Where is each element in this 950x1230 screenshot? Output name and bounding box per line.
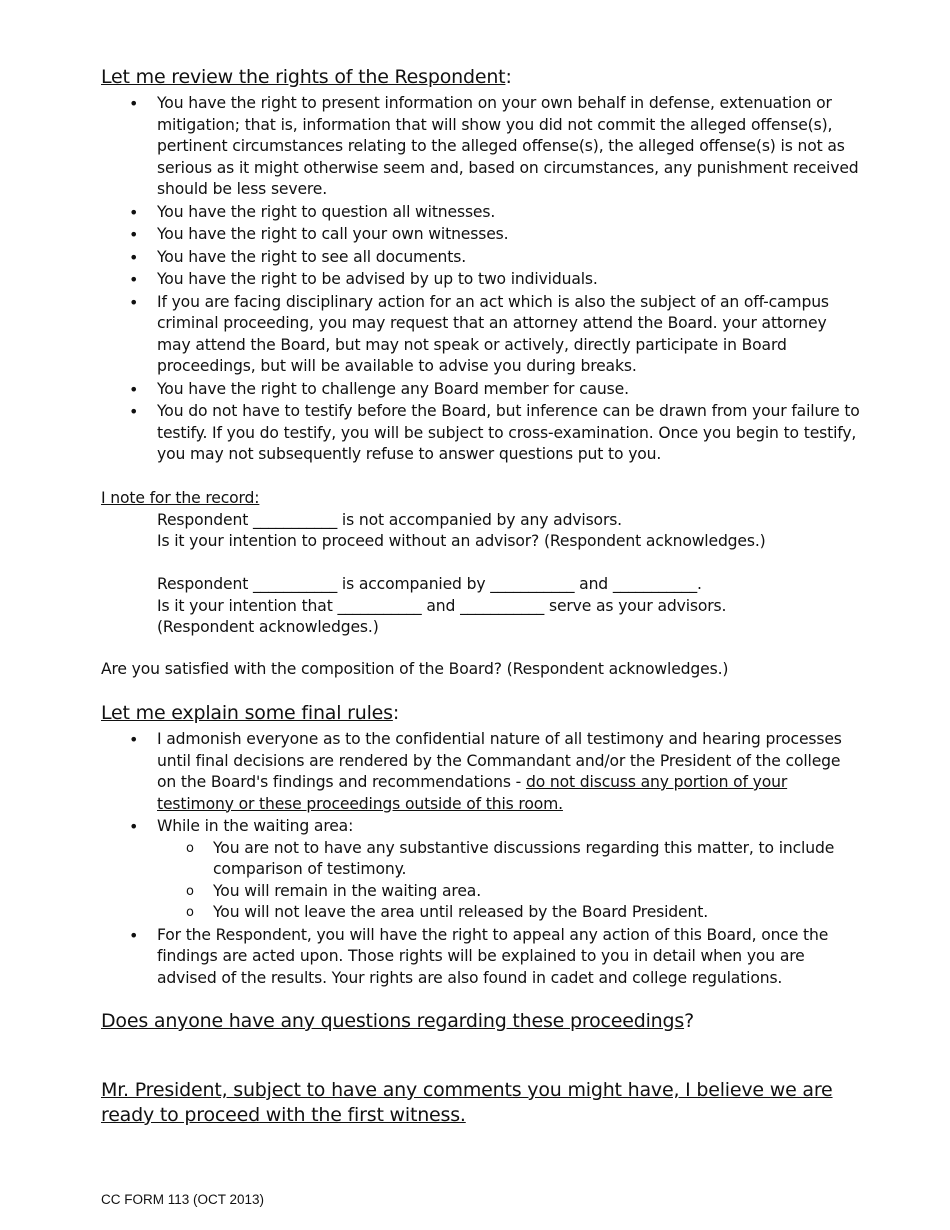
rights-item: • You have the right to be advised by up to two individuals. — [101, 269, 861, 291]
waiting-area-item: o You are not to have any substantive discussions regarding this matter, to include comparison of testimony. — [101, 838, 861, 881]
record-line: (Respondent acknowledges.) — [157, 618, 379, 636]
rights-item: • You have the right to call your own witnesses. — [101, 224, 861, 246]
record-line: Is it your intention that ___________ and ___________ serve as your advisors. — [157, 596, 727, 615]
rules-item — [101, 729, 861, 815]
rights-item: • You have the right to challenge any Board member for cause. — [101, 379, 861, 401]
rules-item-emphasis: do not discuss any portion of your testimony or these proceedings outside of this room. — [157, 773, 788, 813]
rights-item: • You have the right to present information on your own behalf in defense, extenuation or mitigation; that is, information that will show you did not commit the alleged offense(s), pertinent circumstances relating to the alleged offense(s), the alleged offense(s) is not as serious as it might otherwise seem and, based on circumstances, any punishment received should be less severe. — [101, 93, 861, 201]
rules-list-container — [101, 729, 861, 990]
rules-item-text: I admonish everyone as to the confidential nature of all testimony and hearing processes until final decisions are rendered by the Commandant and/or the President of the college on the Board's findings and recommendations - — [157, 730, 842, 791]
waiting-area-item: o You will remain in the waiting area. — [101, 881, 861, 903]
rules-item-text: While in the waiting area: — [157, 817, 354, 835]
questions-prompt — [101, 1010, 694, 1032]
questions-suffix: ? — [684, 1010, 694, 1032]
record-line: Is it your intention to proceed without an advisor? (Respondent acknowledges.) — [157, 532, 766, 550]
rules-item — [101, 816, 861, 924]
rights-item: • You do not have to testify before the Board, but inference can be drawn from your failure to testify. If you do testify, you will be subject to cross-examination. Once you begin to testify, you may not subsequently refuse to answer questions put to you. — [101, 401, 861, 466]
rights-heading-text: Let me review the rights of the Respondent — [101, 66, 506, 88]
form-footer: CC FORM 113 (OCT 2013) — [101, 1192, 265, 1207]
rights-list-container — [101, 93, 861, 467]
closing-statement: Mr. President, subject to have any comments you might have, I believe we are ready to proceed with the first witness. — [101, 1079, 833, 1126]
record-heading: I note for the record: — [101, 489, 260, 507]
rights-list — [101, 93, 861, 466]
rules-list — [101, 729, 861, 989]
rules-heading-suffix: : — [392, 702, 400, 724]
questions-text: Does anyone have any questions regarding these proceedings — [101, 1010, 685, 1032]
rules-item: • For the Respondent, you will have the right to appeal any action of this Board, once the findings are acted upon. Those rights will be explained to you in detail when you are advised of the results. Your rights are also found in cadet and college regulations. — [101, 925, 861, 990]
rights-heading — [101, 66, 512, 88]
record-line: Respondent ___________ is accompanied by ___________ and ___________. — [157, 575, 702, 593]
rules-heading — [101, 702, 399, 724]
rules-heading-text: Let me explain some final rules — [101, 702, 393, 724]
record-section — [101, 488, 861, 639]
rights-item: • You have the right to see all documents. — [101, 247, 861, 269]
composition-question: Are you satisfied with the composition of the Board? (Respondent acknowledges.) — [101, 660, 729, 678]
record-spacer — [101, 553, 861, 575]
rights-item: • If you are facing disciplinary action for an act which is also the subject of an off-campus criminal proceeding, you may request that an attorney attend the Board. your attorney may attend the Board, but may not speak or actively, directly participate in Board proceedings, but will be available to advise you during breaks. — [101, 292, 861, 378]
waiting-area-list — [101, 838, 861, 924]
rights-heading-suffix: : — [505, 66, 512, 88]
waiting-area-item: o You will not leave the area until released by the Board President. — [101, 902, 861, 924]
record-line: Respondent ___________ is not accompanied by any advisors. — [157, 510, 622, 529]
rights-item: • You have the right to question all witnesses. — [101, 202, 861, 224]
